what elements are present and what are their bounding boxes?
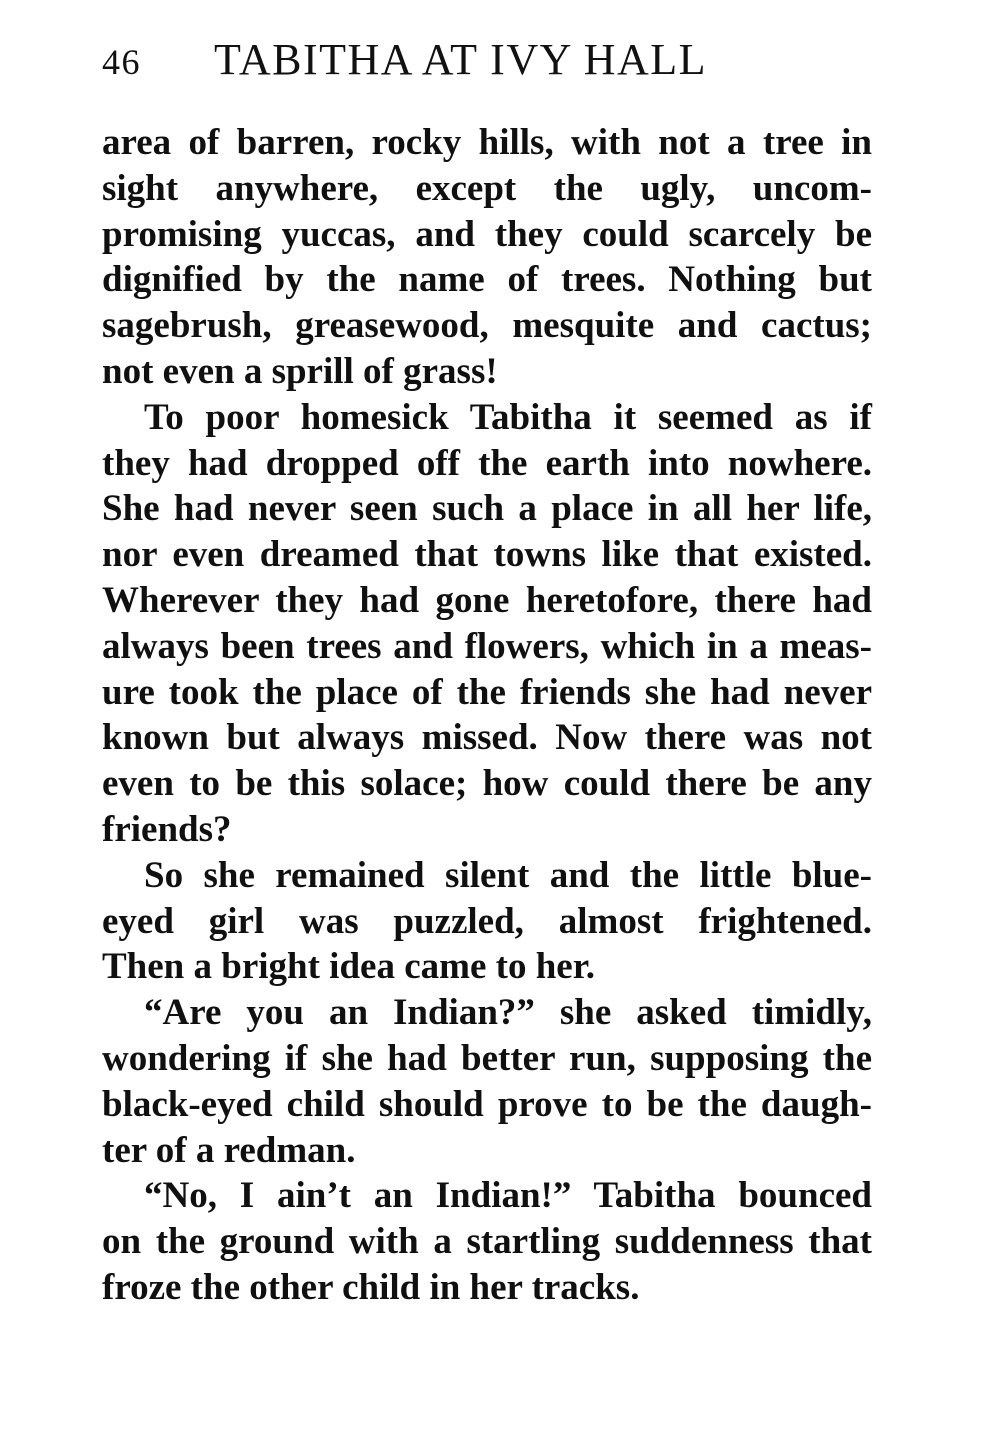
page-number: 46: [102, 42, 141, 82]
text-line: eyed girl was puzzled, almost frightened.: [102, 900, 872, 942]
text-line: wondering if she had better run, supposing the: [102, 1037, 872, 1079]
body-text: [102, 120, 872, 1311]
text-line: She had never seen such a place in all her life,: [102, 488, 872, 530]
text-line: froze the other child in her tracks.: [102, 1266, 640, 1308]
text-line: known but always missed. Now there was not: [102, 717, 872, 759]
text-line: sagebrush, greasewood, mesquite and cactus;: [102, 305, 872, 347]
paragraph: [102, 395, 872, 853]
text-line: ure took the place of the friends she had never: [102, 671, 872, 713]
text-line: dignified by the name of trees. Nothing but: [102, 259, 872, 301]
text-line: ter of a redman.: [102, 1129, 356, 1171]
text-line: To poor homesick Tabitha it seemed as if: [144, 396, 872, 438]
text-line: So she remained silent and the little blue-: [144, 854, 872, 896]
text-line: Then a bright idea came to her.: [102, 946, 595, 988]
text-line: Wherever they had gone heretofore, there had: [102, 579, 872, 621]
text-line: “No, I ain’t an Indian!” Tabitha bounced: [144, 1175, 872, 1217]
text-line: nor even dreamed that towns like that existed.: [102, 534, 872, 576]
text-line: friends?: [102, 808, 232, 850]
text-line: on the ground with a startling suddenness that: [102, 1221, 872, 1263]
text-line: sight anywhere, except the ugly, uncom-: [102, 167, 872, 209]
text-line: “Are you an Indian?” she asked timidly,: [144, 992, 872, 1034]
paragraph: [102, 853, 872, 990]
text-line: they had dropped off the earth into nowhere.: [102, 442, 872, 484]
text-line: not even a sprill of grass!: [102, 350, 498, 392]
running-header: [102, 30, 782, 90]
text-line: promising yuccas, and they could scarcely be: [102, 213, 872, 255]
text-line: area of barren, rocky hills, with not a tree in: [102, 122, 872, 163]
running-title: TABITHA AT IVY HALL: [214, 35, 708, 84]
text-line: black-eyed child should prove to be the daugh-: [102, 1083, 872, 1125]
paragraph: [102, 990, 872, 1173]
text-line: always been trees and flowers, which in a meas-: [102, 625, 872, 667]
paragraph: [102, 120, 872, 395]
paragraph: [102, 1173, 872, 1310]
text-line: even to be this solace; how could there be any: [102, 763, 872, 805]
